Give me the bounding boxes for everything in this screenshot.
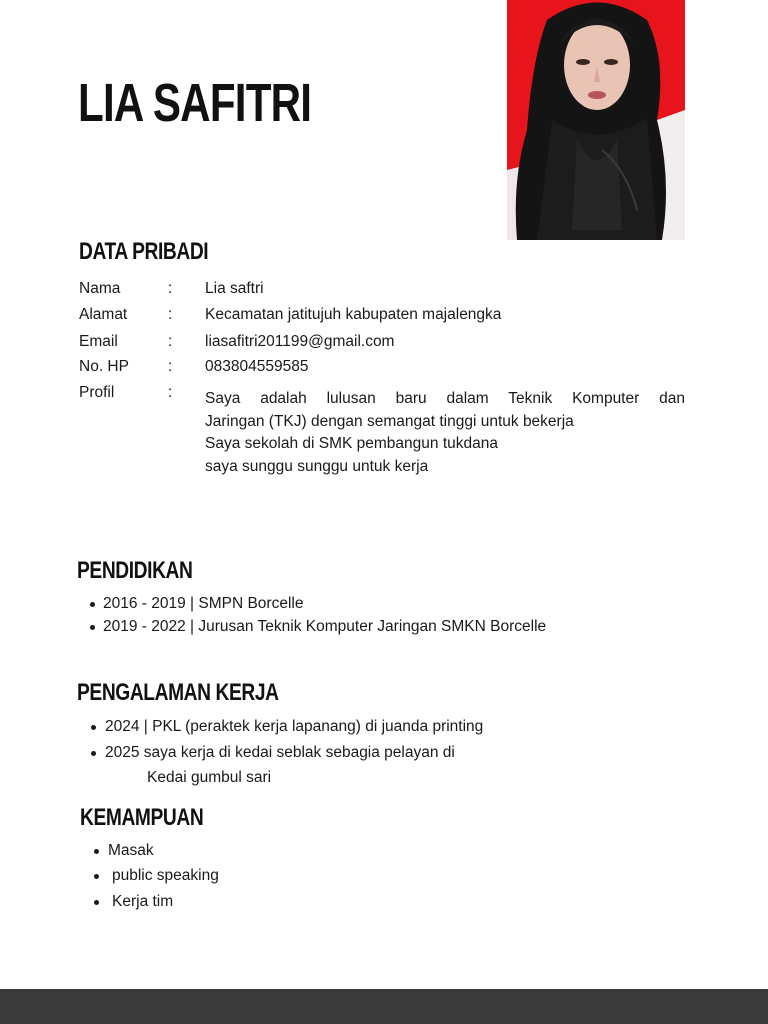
row-colon: : xyxy=(168,306,173,323)
list-item xyxy=(94,842,154,860)
list-item-text: 2016 - 2019 | SMPN Borcelle xyxy=(103,595,304,612)
row-label: Email xyxy=(79,333,118,350)
bullet-icon xyxy=(90,625,95,630)
row-value: Lia saftri xyxy=(205,280,264,297)
profile-photo xyxy=(507,0,685,240)
bullet-icon xyxy=(91,725,96,730)
row-value: 083804559585 xyxy=(205,358,309,375)
row-label: Alamat xyxy=(79,306,128,323)
list-item xyxy=(94,893,173,911)
section-title-education: PENDIDIKAN xyxy=(77,557,193,584)
row-label: Profil xyxy=(79,384,115,401)
profile-line: saya sunggu sunggu untuk kerja xyxy=(205,457,429,475)
list-item xyxy=(94,867,219,885)
page-title: LIA SAFITRI xyxy=(78,73,312,133)
bullet-icon xyxy=(94,874,99,879)
section-title-personal: DATA PRIBADI xyxy=(79,238,209,265)
row-colon: : xyxy=(168,280,173,297)
list-item-text: 2019 - 2022 | Jurusan Teknik Komputer Jaringan SMKN Borcelle xyxy=(103,618,547,635)
list-item xyxy=(91,718,483,736)
list-item-text: Masak xyxy=(108,842,154,859)
row-label: No. HP xyxy=(79,358,129,375)
bullet-icon xyxy=(90,602,95,607)
row-value: liasafitri201199@gmail.com xyxy=(205,333,395,350)
section-title-experience: PENGALAMAN KERJA xyxy=(77,679,279,706)
list-item-text: 2025 saya kerja di kedai seblak sebagia pelayan di xyxy=(105,744,455,761)
bullet-icon xyxy=(94,900,99,905)
row-value: Kecamatan jatitujuh kabupaten majalengka xyxy=(205,306,502,323)
row-label: Nama xyxy=(79,280,121,297)
list-item-text: 2024 | PKL (peraktek kerja lapanang) di juanda printing xyxy=(105,718,484,735)
footer-bar xyxy=(0,989,768,1024)
profile-line: Saya sekolah di SMK pembangun tukdana xyxy=(205,435,498,452)
row-colon: : xyxy=(168,358,173,375)
row-colon: : xyxy=(168,333,173,350)
profile-photo-illustration xyxy=(507,0,685,240)
list-item-text: Kerja tim xyxy=(112,893,174,910)
list-item xyxy=(90,618,546,636)
list-item xyxy=(91,744,455,762)
profile-description xyxy=(205,388,685,478)
list-item-text: public speaking xyxy=(112,867,219,884)
profile-line: Saya adalah lulusan baru dalam Teknik Komputer dan xyxy=(205,390,685,407)
profile-line: Jaringan (TKJ) dengan semangat tinggi untuk bekerja xyxy=(205,412,574,430)
list-item-continuation: Kedai gumbul sari xyxy=(147,769,272,786)
bullet-icon xyxy=(91,751,96,756)
list-item xyxy=(90,595,303,613)
bullet-icon xyxy=(94,849,99,854)
row-colon: : xyxy=(168,384,173,401)
section-title-skills: KEMAMPUAN xyxy=(80,804,204,831)
